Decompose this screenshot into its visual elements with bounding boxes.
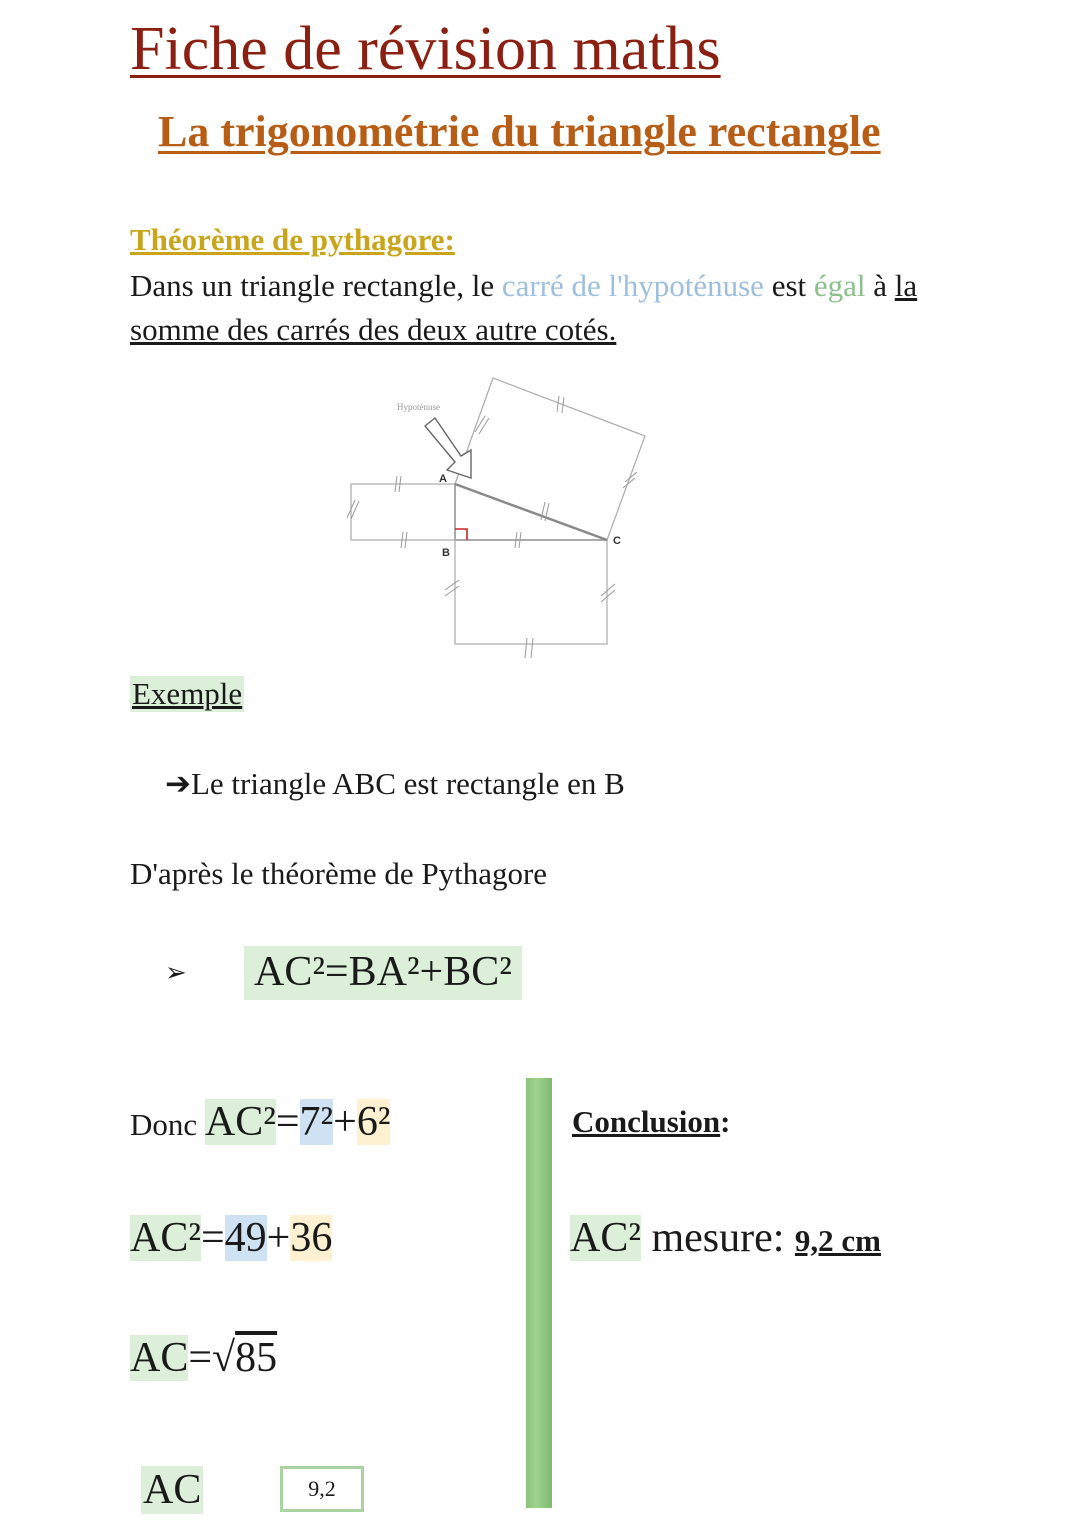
pythagoras-diagram xyxy=(335,372,655,662)
theorem-heading: Théorème de pythagore: xyxy=(130,222,455,257)
example-line-pythagore: D'après le théorème de Pythagore xyxy=(130,856,548,891)
conclusion-heading-text: Conclusion xyxy=(572,1104,721,1139)
step3-val: 85 xyxy=(235,1335,278,1381)
example-line-triangle: ➔Le triangle ABC est rectangle en B xyxy=(165,766,625,801)
step2-b: 36 xyxy=(290,1215,333,1261)
vertical-divider-bar xyxy=(526,1078,552,1508)
step1-plus: + xyxy=(333,1099,357,1145)
calc-step-3 xyxy=(130,1334,277,1382)
step2-ac: AC² xyxy=(130,1215,201,1261)
step1-eq: = xyxy=(275,1099,300,1145)
point-c-label: C xyxy=(613,535,621,547)
step1-ac: AC² xyxy=(204,1099,276,1145)
theorem-text-part1: Dans un triangle rectangle, le xyxy=(130,268,502,303)
step3-eq: =√ xyxy=(188,1335,236,1381)
theorem-text-part2: est xyxy=(763,268,814,303)
point-b-label: B xyxy=(442,547,450,559)
conclusion-line xyxy=(570,1214,881,1262)
theorem-text xyxy=(130,264,960,352)
calc-step-4-ac: AC xyxy=(143,1467,202,1513)
step2-a: 49 xyxy=(224,1215,267,1261)
conclusion-heading-colon: : xyxy=(720,1104,731,1139)
tick-marks xyxy=(347,396,637,658)
result-box: 9,2 xyxy=(280,1466,364,1512)
conclusion-value: 9,2 cm xyxy=(794,1223,881,1258)
page-subtitle: La trigonométrie du triangle rectangle xyxy=(158,107,881,156)
point-a-label: A xyxy=(439,473,447,485)
main-formula: AC²=BA²+BC² xyxy=(244,946,522,1000)
page-title: Fiche de révision maths xyxy=(130,15,721,83)
step1-b: 6² xyxy=(356,1099,391,1145)
conclusion-ac: AC² xyxy=(570,1215,641,1261)
example-heading: Exemple xyxy=(132,676,243,711)
hypotenuse-arrow xyxy=(425,418,471,478)
theorem-highlight-hypotenuse: carré de l'hypoténuse xyxy=(501,268,764,303)
calc-step-2 xyxy=(130,1214,332,1262)
theorem-underlined: la somme des carrés des deux autre cotés. xyxy=(130,268,918,347)
right-angle-marker xyxy=(455,529,467,540)
step3-ac: AC xyxy=(130,1335,189,1381)
theorem-text-part3: à xyxy=(865,268,895,303)
step2-plus: + xyxy=(266,1215,291,1261)
step1-a: 7² xyxy=(299,1099,334,1145)
calc-step-1 xyxy=(130,1098,390,1146)
ab-square xyxy=(351,484,455,540)
hypotenuse-square xyxy=(455,378,645,540)
side-ac xyxy=(455,484,607,540)
theorem-highlight-egal: égal xyxy=(813,268,866,303)
conclusion-heading xyxy=(572,1104,731,1140)
conclusion-mesure: mesure: xyxy=(640,1215,795,1261)
donc-label: Donc xyxy=(130,1107,205,1142)
bullet-arrow-icon: ➢ xyxy=(165,958,187,988)
hypotenuse-label: Hypoténuse xyxy=(397,402,440,412)
step2-eq: = xyxy=(200,1215,225,1261)
bc-square xyxy=(455,540,607,644)
